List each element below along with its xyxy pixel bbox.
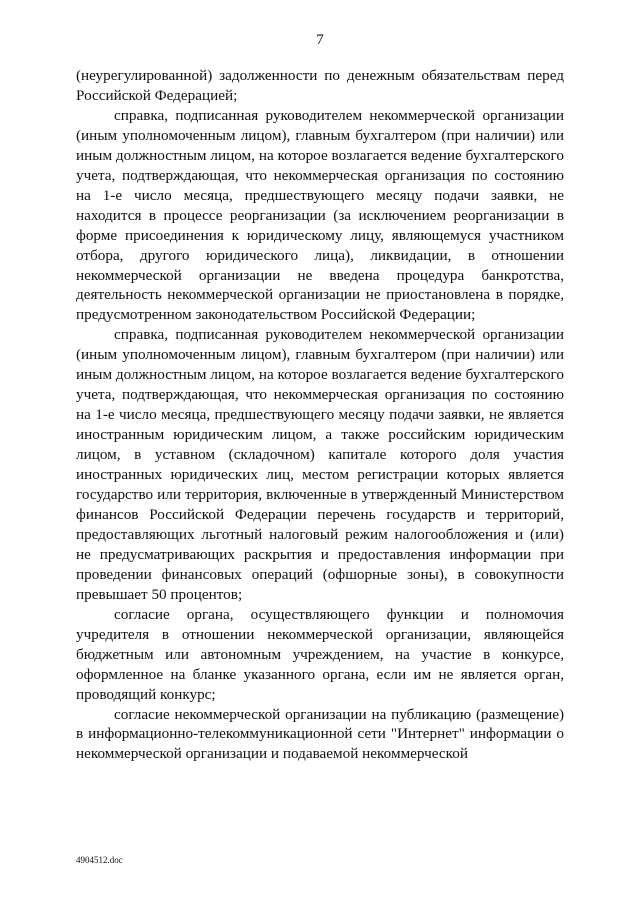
- paragraph-founder-consent: согласие органа, осуществляющего функции и полномочия учредителя в отношении некоммерческой организации, являющейся бюджетным или автономным учреждением, на участие в конкурсе, оформленное на бланке указанного органа, если им не является орган, проводящий конкурс;: [76, 605, 564, 703]
- document-filename: 4904512.doc: [76, 855, 123, 865]
- paragraph-reorganization-certificate: справка, подписанная руководителем некоммерческой организации (иным уполномоченным лицом), главным бухгалтером (при наличии) или иным должностным лицом, на которое возлагается ведение бухгалтерского учета, подтверждающая, что некоммерческая организация по состоянию на 1-е число месяца, предшествующего месяцу подачи заявки, не находится в процессе реорганизации (за исключением реорганизации в форме присоединения к юридическому лицу, являющемуся участником отбора, другого юридического лица), ликвидации, в отношении некоммерческой организации не введена процедура банкротства, деятельность некоммерческой организации не приостановлена в порядке, предусмотренном законодательством Российской Федерации;: [76, 106, 564, 324]
- document-body: [76, 66, 564, 764]
- paragraph-foreign-entity-certificate: справка, подписанная руководителем некоммерческой организации (иным уполномоченным лицом), главным бухгалтером (при наличии) или иным должностным лицом, на которое возлагается ведение бухгалтерского учета, подтверждающая, что некоммерческая организация по состоянию на 1-е число месяца, предшествующего месяцу подачи заявки, не является иностранным юридическим лицом, а также российским юридическим лицом, в уставном (складочном) капитале которого доля участия иностранных юридических лиц, местом регистрации которых является государство или территория, включенные в утвержденный Министерством финансов Российской Федерации перечень государств и территорий, предоставляющих льготный налоговый режим налогообложения и (или) не предусматривающих раскрытия и предоставления информации при проведении финансовых операций (офшорные зоны), в совокупности превышает 50 процентов;: [76, 326, 564, 603]
- paragraph-continuation: (неурегулированной) задолженности по денежным обязательствам перед Российской Федерацией;: [76, 67, 564, 104]
- paragraph-publication-consent: согласие некоммерческой организации на публикацию (размещение) в информационно-телекоммуникационной сети "Интернет" информации о некоммерческой организации и подаваемой некоммерческой: [76, 705, 564, 763]
- page-number: 7: [316, 32, 324, 48]
